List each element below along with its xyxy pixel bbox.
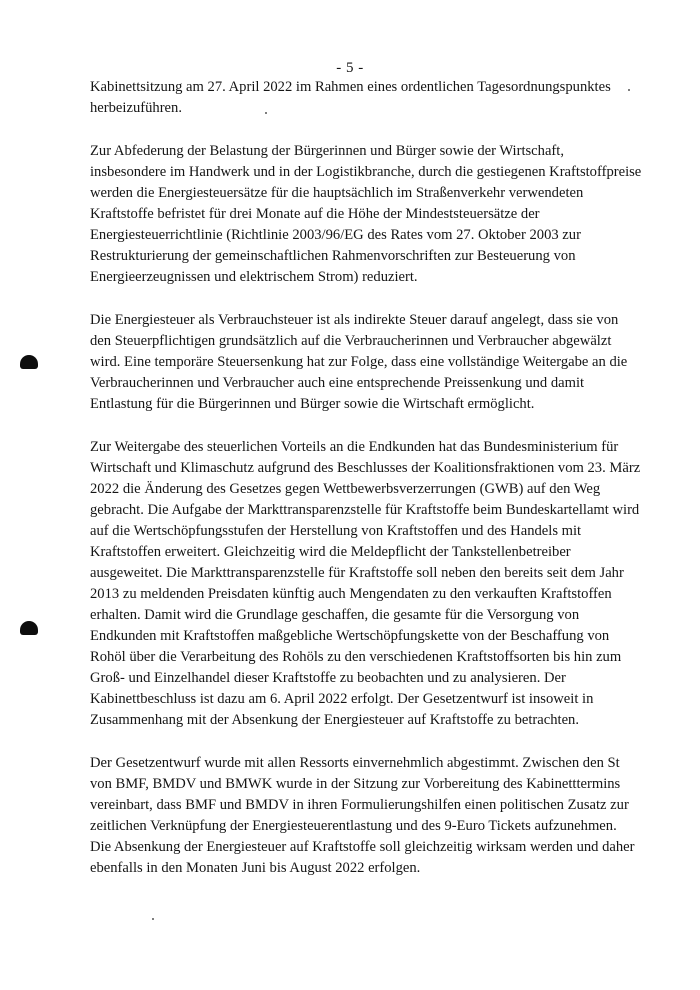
paragraph-1-line-1: Kabinettsitzung am 27. April 2022 im Rahmen eines ordentlichen Tagesordnungspunktes [90, 79, 611, 95]
paragraph-4-line-3: 2022 die Änderung des Gesetzes gegen Wettbewerbsverzerrungen (GWB) auf den Weg [90, 481, 601, 497]
paragraph-3-line-4: Verbraucherinnen und Verbraucher auch eine entsprechende Preissenkung und damit [90, 375, 585, 391]
page-number: - 5 - [336, 60, 364, 76]
paragraph-2-line-1: Zur Abfederung der Belastung der Bürgerinnen und Bürger sowie der Wirtschaft, [90, 143, 564, 159]
paragraph-4-line-5: auf die Wertschöpfungsstufen der Herstellung von Kraftstoffen und des Handels mit [90, 523, 582, 539]
paragraph-5-line-2: von BMF, BMDV und BMWK wurde in der Sitzung zur Vorbereitung des Kabinetttermins [90, 776, 621, 792]
paragraph-4-line-9: erhalten. Damit wird die Grundlage geschaffen, die gesamte für die Versorgung von [90, 607, 580, 623]
paragraph-2-line-2: insbesondere im Handwerk und in der Logistikbranche, durch die gestiegenen Kraftstoffpreise [90, 164, 642, 180]
paragraph-5-line-6: ebenfalls in den Monaten Juni bis August 2022 erfolgen. [90, 860, 421, 876]
paragraph-4-line-13: Kabinettbeschluss ist dazu am 6. April 2022 erfolgt. Der Gesetzentwurf ist insoweit in [90, 691, 594, 707]
paragraph-4-line-1: Zur Weitergabe des steuerlichen Vorteils an die Endkunden hat das Bundesministerium für [90, 439, 619, 455]
scan-speck [628, 89, 630, 91]
paragraph-5-line-4: zeitlichen Verknüpfung der Energiesteuerentlastung und des 9-Euro Tickets aufzunehmen. [90, 818, 617, 834]
paragraph-5-line-5: Die Absenkung der Energiesteuer auf Kraftstoffe soll gleichzeitig wirksam werden und daher [90, 839, 635, 855]
punch-hole-lower [20, 621, 38, 635]
paragraph-4-line-10: Endkunden mit Kraftstoffen maßgebliche Wertschöpfungskette von der Beschaffung von [90, 628, 610, 644]
paragraph-4-line-6: Kraftstoffen erweitert. Gleichzeitig wird die Meldepflicht der Tankstellenbetreiber [90, 544, 571, 560]
paragraph-4-line-12: Groß- und Einzelhandel dieser Kraftstoffe zu beobachten und zu analysieren. Der [90, 670, 566, 686]
paragraph-3-line-3: wird. Eine temporäre Steuersenkung hat zur Folge, dass eine vollständige Weitergabe an die [90, 354, 628, 370]
punch-hole-upper [20, 355, 38, 369]
paragraph-4-line-4: gebracht. Die Aufgabe der Markttransparenzstelle für Kraftstoffe beim Bundeskartellamt wird [90, 502, 640, 518]
paragraph-2-line-6: Restrukturierung der gemeinschaftlichen Rahmenvorschriften zur Besteuerung von [90, 248, 576, 264]
paragraph-4-line-7: ausgeweitet. Die Markttransparenzstelle für Kraftstoffe soll neben den bereits seit dem Jahr [90, 565, 624, 581]
paragraph-3-line-2: den Steuerpflichtigen grundsätzlich auf die Verbraucherinnen und Verbraucher abgewälzt [90, 333, 612, 349]
paragraph-3-line-1: Die Energiesteuer als Verbrauchsteuer ist als indirekte Steuer darauf angelegt, dass sie von [90, 312, 619, 328]
scan-speck [152, 918, 154, 920]
paragraph-2-line-3: werden die Energiesteuersätze für die hauptsächlich im Straßenverkehr verwendeten [90, 185, 584, 201]
paragraph-4-line-11: Rohöl über die Verarbeitung des Rohöls zu den verschiedenen Kraftstoffsorten bis hin zum [90, 649, 622, 665]
scan-speck [265, 112, 267, 114]
paragraph-2-line-4: Kraftstoffe befristet für drei Monate auf die Höhe der Mindeststeuersätze der [90, 206, 540, 222]
paragraph-2-line-5: Energiesteuerrichtlinie (Richtlinie 2003/96/EG des Rates vom 27. Oktober 2003 zur [90, 227, 581, 243]
paragraph-4-line-8: 2013 zu meldenden Preisdaten künftig auch Mengendaten zu den verkauften Kraftstoffen [90, 586, 612, 602]
paragraph-2-line-7: Energieerzeugnissen und elektrischem Strom) reduziert. [90, 269, 418, 285]
paragraph-4-line-2: Wirtschaft und Klimaschutz aufgrund des Beschlusses der Koalitionsfraktionen vom 23. März [90, 460, 641, 476]
paragraph-5-line-3: vereinbart, dass BMF und BMDV in ihren Formulierungshilfen einen politischen Zusatz zur [90, 797, 629, 813]
paragraph-4-line-14: Zusammenhang mit der Absenkung der Energiesteuer auf Kraftstoffe zu betrachten. [90, 712, 579, 728]
paragraph-3-line-5: Entlastung für die Bürgerinnen und Bürger sowie die Wirtschaft ermöglicht. [90, 396, 535, 412]
paragraph-1-line-2: herbeizuführen. [90, 100, 182, 116]
paragraph-5-line-1: Der Gesetzentwurf wurde mit allen Ressorts einvernehmlich abgestimmt. Zwischen den St [90, 755, 620, 771]
